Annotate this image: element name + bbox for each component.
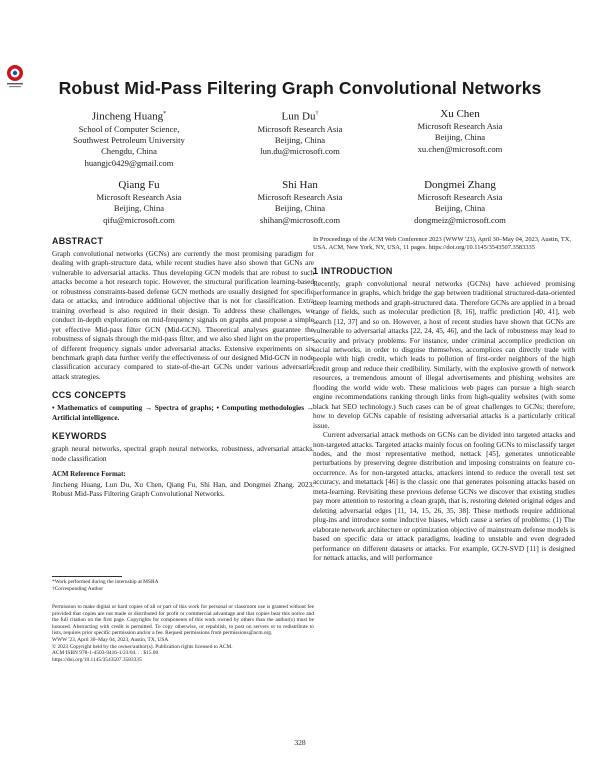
permission-block	[52, 604, 314, 663]
author-location: Beijing, China	[113, 203, 165, 214]
author-affiliation: Microsoft Research Asia	[257, 123, 343, 134]
footnote: *Work performed during the internship at MSRA	[52, 579, 159, 585]
author-email: shihan@microsoft.com	[259, 214, 341, 225]
keywords-text: graph neural networks, spectral graph neural networks, robustness, adversarial attacks, node classification	[52, 444, 314, 463]
paper-title: Robust Mid-Pass Filtering Graph Convolutional Networks	[58, 78, 542, 98]
author-affiliation: Microsoft Research Asia	[417, 121, 503, 131]
author-affiliation: Microsoft Research Asia	[96, 192, 182, 202]
author-email: dongmeiz@microsoft.com	[414, 214, 506, 225]
footnote: †Corresponding Author	[52, 585, 104, 592]
doi-link[interactable]: https://doi.org/10.1145/3543507.3583335	[52, 656, 142, 663]
proceedings-citation: In Proceedings of the ACM Web Conference 2023 (WWW '23), April 30–May 04, 2023, Austin, TX, USA. ACM, New York, NY, USA, 11 pages. https://doi.org/10.1145/3543507.3583335	[313, 236, 571, 252]
author-affiliation: Microsoft Research Asia	[417, 192, 503, 202]
intro-paragraph: Recently, graph convolutional neural networks (GCNs) have achieved promising performance in graphs, which bridge the gap between traditional structured-data-oriented deep learning methods and graph-structured data. Therefore GCNs are applied in a broad range of fields, such as molecular prediction [8, 16], traffic prediction [40, 41], web search [12, 37] and so on. However, a host of recent studies have shown that GCNs are vulnerable to adversarial attacks [22, 24, 45, 46], and the lack of robustness may lead to security and privacy problems. For instance, under criminal accomplice prediction on social networks, in order to disguise themselves, accomplices can directly trade with people with high credit, which leads to pollution of first-order neighbors of the high credit group and reduce their credibility. Similarly, with the explosive growth of network resources, a tremendous amount of illegal advertisements and phishing websites are flooding the world wide web. These malicious web pages can pursue a high search engine recommendations ranking through links from high-quality websites (with some black hat SEO technology.) Such cases can be of great challenges to GCNs; therefore, how to develop GCNs capable of resisting adversarial attacks is a particularly critical issue.	[313, 278, 575, 430]
isbn-line: ACM ISBN 978-1-4503-9416-1/23/04. . . $15.00	[52, 650, 159, 657]
left-column	[52, 236, 314, 499]
reference-format-heading: ACM Reference Format:	[52, 471, 126, 479]
author-affiliation: Microsoft Research Asia	[257, 192, 343, 202]
author-location: Beijing, China	[434, 132, 486, 143]
author-name: Dongmei Zhang	[424, 179, 496, 191]
author-location: Beijing, China	[274, 203, 326, 214]
author-name: Qiang Fu	[118, 179, 160, 191]
author-name: Lun Du†	[281, 110, 319, 123]
intro-paragraph: Current adversarial attack methods on GCNs can be divided into targeted attacks and non-targeted attacks. Targeted attacks mainly focus on fooling GCNs to misclassify target nodes, and the most representative method, nettack [45], generates unnoticeable perturbations by preserving degree distribution and imposing constraints on feature co-occurrence. As for non-targeted attacks, attackers intend to reduce the overall test set accuracy, and metattack [46] is the classic one that generates poisoning attacks based on meta-learning. Revisiting these previous defense GCNs we discover that existing studies pay more attention to restoring a clean graph, that is, restoring deleted original edges and deleting adversarial edges [11, 14, 15, 26, 35, 38]. These methods require additional plug-ins and introduce some inductive biases, which cause a series of problems: (1) The elaborate network architecture or optimization objective of mainstream defense models is based on specific data or attack paradigms, leading to unstable and even degraded performance on different datasets or attacks. For example, GCN-SVD [11] is designed for nettack attacks, and will performance	[313, 430, 575, 562]
copyright-line: © 2023 Copyright held by the owner/author(s). Publication rights licensed to ACM.	[52, 643, 233, 650]
reference-format-text: Jincheng Huang, Lun Du, Xu Chen, Qiang Fu, Shi Han, and Dongmei Zhang. 2023. Robust Mid-Pass Filtering Graph Convolutional Networks.	[52, 479, 314, 499]
footnote-rule	[52, 576, 122, 577]
footnotes	[52, 579, 314, 592]
author-email: xu.chen@microsoft.com	[417, 143, 503, 154]
right-column	[313, 236, 575, 562]
ccs-heading: CCS CONCEPTS	[52, 390, 127, 401]
author-block	[365, 179, 555, 226]
author-name: Jincheng Huang*	[91, 110, 167, 123]
abstract-text: Graph convolutional networks (GCNs) are currently the most promising paradigm for dealing with graph-structure data, while recent studies have also shown that GCNs are vulnerable to adversarial attacks. Thus developing GCN models that are robust to such attacks become a hot research topic. However, the structural purification learning-based or robustness constraints-based defense GCN methods are usually designed for specific data or attacks, and introduce additional objective that is not for classification. Extra training overhead is also required in their design. To address these challenges, we conduct in-depth explorations on mid-frequency signals on graphs and propose a simple yet effective Mid-pass filter GCN (Mid-GCN). Theoretical analyses guarantee the robustness of signals through the mid-pass filter, and we also shed light on the properties of different frequency signals under adversarial attacks. Extensive experiments on six benchmark graph data further verify the effectiveness of our designed Mid-GCN in node classification accuracy compared to state-of-the-art GCNs under various adversarial attack strategies.	[52, 249, 314, 381]
author-email: lun.du@microsoft.com	[260, 146, 340, 157]
author-location: Beijing, China	[434, 203, 486, 214]
author-email: qifu@microsoft.com	[103, 214, 175, 225]
permission-notice: Permission to make digital or hard copies of all or part of this work for personal or classroom use is granted without fee provided that copies are not made or distributed for profit or commercial advantage and that copies bear this notice and the full citation on the first page. Copyrights for components of this work owned by others than the author(s) must be honored. Abstracting with credit is permitted. To copy otherwise, or republish, to post on servers or to redistribute to lists, requires prior specific permission and/or a fee. Request permissions from permissions@acm.org.	[52, 604, 314, 637]
author-affiliation: Southwest Petroleum University	[73, 134, 185, 145]
author-block	[365, 108, 555, 155]
author-name: Shi Han	[282, 179, 318, 191]
author-location: Beijing, China	[274, 134, 326, 145]
keywords-heading: KEYWORDS	[52, 431, 107, 442]
author-email: huangjc0429@gmail.com	[84, 157, 174, 168]
conference-info: WWW '23, April 30–May 04, 2023, Austin, TX, USA	[52, 636, 169, 643]
author-block	[34, 108, 224, 169]
ccs-concepts: • Mathematics of computing → Spectra of graphs; • Computing methodologies → Artificial intelligence.	[52, 403, 314, 422]
author-affiliation: School of Computer Science,	[78, 123, 180, 134]
introduction-heading: 1 INTRODUCTION	[313, 265, 393, 276]
author-name: Xu Chen	[440, 108, 480, 120]
abstract-heading: ABSTRACT	[52, 236, 104, 246]
page-number: 328	[294, 738, 306, 747]
author-location: Chengdu, China	[101, 146, 157, 157]
